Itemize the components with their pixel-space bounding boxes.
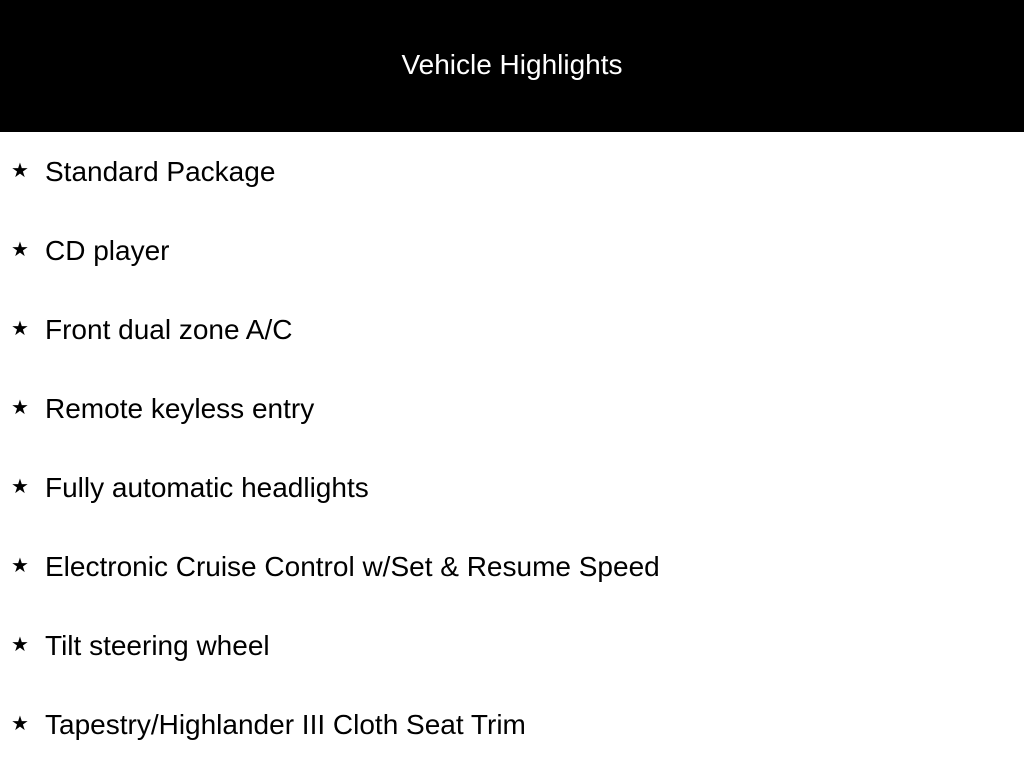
list-item-label: Electronic Cruise Control w/Set & Resume Speed xyxy=(45,551,660,582)
page-header xyxy=(0,0,1024,132)
list-item-label: Tilt steering wheel xyxy=(45,630,270,661)
page-title: Vehicle Highlights xyxy=(401,49,623,80)
star-icon: ★ xyxy=(11,395,29,419)
star-icon: ★ xyxy=(11,632,29,656)
star-icon: ★ xyxy=(11,158,29,182)
list-item-label: Tapestry/Highlander III Cloth Seat Trim xyxy=(45,709,526,740)
star-icon: ★ xyxy=(11,711,29,735)
list-item-label: Remote keyless entry xyxy=(45,393,315,424)
list-item-label: CD player xyxy=(45,235,170,266)
star-icon: ★ xyxy=(11,474,29,498)
list-item-label: Fully automatic headlights xyxy=(45,472,369,503)
star-icon: ★ xyxy=(11,553,29,577)
star-icon: ★ xyxy=(11,316,29,340)
list-item-label: Standard Package xyxy=(45,156,276,187)
star-icon: ★ xyxy=(11,237,29,261)
list-item-label: Front dual zone A/C xyxy=(45,314,293,345)
